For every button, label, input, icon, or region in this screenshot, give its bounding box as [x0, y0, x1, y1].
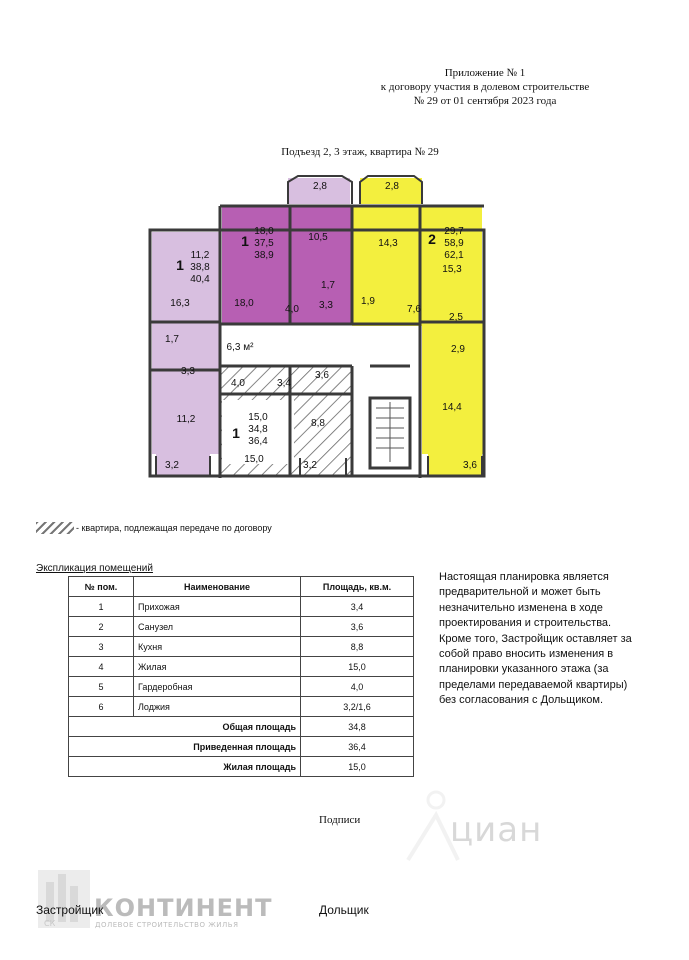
plan-label: 3,3	[181, 366, 195, 377]
plan-label: 40,4	[190, 274, 210, 285]
plan-label: 8,8	[311, 418, 325, 429]
room-number: 4	[69, 657, 134, 677]
document-header	[330, 66, 640, 108]
shareholder-signature-label: Дольщик	[319, 903, 369, 917]
plan-label: 11,2	[176, 414, 196, 425]
plan-label: 2	[428, 231, 436, 247]
total-row	[69, 757, 414, 777]
table-row	[69, 657, 414, 677]
plan-label: 37,5	[254, 238, 274, 249]
room-number: 5	[69, 677, 134, 697]
room-name: Кухня	[134, 637, 301, 657]
room-area: 15,0	[301, 657, 414, 677]
total-label: Жилая площадь	[69, 757, 301, 777]
plan-label: 16,3	[170, 298, 190, 309]
plan-label: 1	[241, 233, 249, 249]
room-number: 1	[69, 597, 134, 617]
room-number: 2	[69, 617, 134, 637]
building-logo-icon	[36, 868, 92, 930]
logo-name: КОНТИНЕНТ	[94, 894, 273, 922]
plan-label: 1,7	[165, 334, 179, 345]
room-name: Лоджия	[134, 697, 301, 717]
logo-tagline: ДОЛЕВОЕ СТРОИТЕЛЬСТВО ЖИЛЬЯ	[95, 921, 239, 929]
total-label: Приведенная площадь	[69, 737, 301, 757]
room-area: 4,0	[301, 677, 414, 697]
plan-label: 2,5	[449, 312, 463, 323]
table-row	[69, 597, 414, 617]
total-label: Общая площадь	[69, 717, 301, 737]
watermark-text: циан	[450, 810, 543, 850]
appendix-number-date: № 29 от 01 сентября 2023 года	[413, 95, 557, 107]
disclaimer-note: Настоящая планировка является предварительной и может быть незначительно изменена в ходе проектирования и строительства. Кроме того, Застройщик оставляет за собой право вносить изменения в планировки указанного этажа (за пределами передаваемой квартиры) без согласования с Дольщиком.	[439, 571, 632, 707]
table-row	[69, 697, 414, 717]
plan-label: 38,9	[254, 250, 274, 261]
plan-label: 14,3	[378, 238, 398, 249]
room-number: 3	[69, 637, 134, 657]
plan-label: 1	[176, 257, 184, 273]
plan-label: 2,8	[313, 181, 327, 192]
hatch-swatch-icon	[36, 522, 74, 534]
plan-label: 29,7	[444, 226, 464, 237]
plan-label: 34,8	[248, 424, 268, 435]
room-area: 8,8	[301, 637, 414, 657]
appendix-title: Приложение № 1	[444, 67, 526, 79]
total-value: 15,0	[301, 757, 414, 777]
table-row	[69, 617, 414, 637]
room-name: Жилая	[134, 657, 301, 677]
appendix-contract: к договору участия в долевом строительстве	[380, 81, 590, 93]
total-row	[69, 737, 414, 757]
total-value: 36,4	[301, 737, 414, 757]
apartment-2-right-fill	[422, 322, 484, 454]
explication-title: Экспликация помещений	[36, 563, 153, 574]
column-header: № пом.	[69, 577, 134, 597]
room-name: Санузел	[134, 617, 301, 637]
plan-label: 38,8	[190, 262, 210, 273]
legend	[36, 522, 272, 534]
room-area: 3,6	[301, 617, 414, 637]
total-row	[69, 717, 414, 737]
developer-signature-label: Застройщик	[36, 903, 104, 917]
logo-mark: СК	[44, 919, 56, 928]
column-header: Наименование	[134, 577, 301, 597]
table-row	[69, 637, 414, 657]
plan-label: 3,2	[303, 460, 317, 471]
plan-title: Подъезд 2, 3 этаж, квартира № 29	[281, 146, 439, 158]
plan-label: 14,4	[442, 402, 462, 413]
room-number: 6	[69, 697, 134, 717]
table-row	[69, 677, 414, 697]
plan-label: 3,4	[277, 378, 291, 389]
room-name: Прихожая	[134, 597, 301, 617]
stairs	[376, 402, 404, 462]
plan-label: 18,0	[254, 226, 274, 237]
plan-label: 3,2	[165, 460, 179, 471]
plan-label: 2,8	[385, 181, 399, 192]
room-area: 3,4	[301, 597, 414, 617]
plan-label: 3,6	[315, 370, 329, 381]
plan-label: 1,7	[321, 280, 335, 291]
plan-label: 10,5	[308, 232, 328, 243]
plan-label: 11,2	[190, 250, 210, 261]
floor-plan	[140, 172, 500, 484]
table-header-row	[69, 577, 414, 597]
plan-label: 6,3 м²	[226, 342, 254, 353]
plan-label: 36,4	[248, 436, 268, 447]
plan-label: 4,0	[285, 304, 299, 315]
room-name: Гардеробная	[134, 677, 301, 697]
plan-label: 15,0	[244, 454, 264, 465]
plan-label: 62,1	[444, 250, 464, 261]
plan-label: 3,3	[319, 300, 333, 311]
plan-label: 58,9	[444, 238, 464, 249]
plan-label: 18,0	[234, 298, 254, 309]
total-value: 34,8	[301, 717, 414, 737]
plan-label: 15,0	[248, 412, 268, 423]
plan-label: 1	[232, 425, 240, 441]
explication-table	[68, 576, 414, 777]
column-header: Площадь, кв.м.	[301, 577, 414, 597]
legend-text: - квартира, подлежащая передаче по договору	[76, 523, 272, 533]
plan-label: 2,9	[451, 344, 465, 355]
signatures-title: Подписи	[319, 814, 361, 826]
plan-label: 7,6	[407, 304, 421, 315]
plan-label: 3,6	[463, 460, 477, 471]
plan-label: 15,3	[442, 264, 462, 275]
plan-label: 1,9	[361, 296, 375, 307]
plan-label: 4,0	[231, 378, 245, 389]
room-area: 3,2/1,6	[301, 697, 414, 717]
